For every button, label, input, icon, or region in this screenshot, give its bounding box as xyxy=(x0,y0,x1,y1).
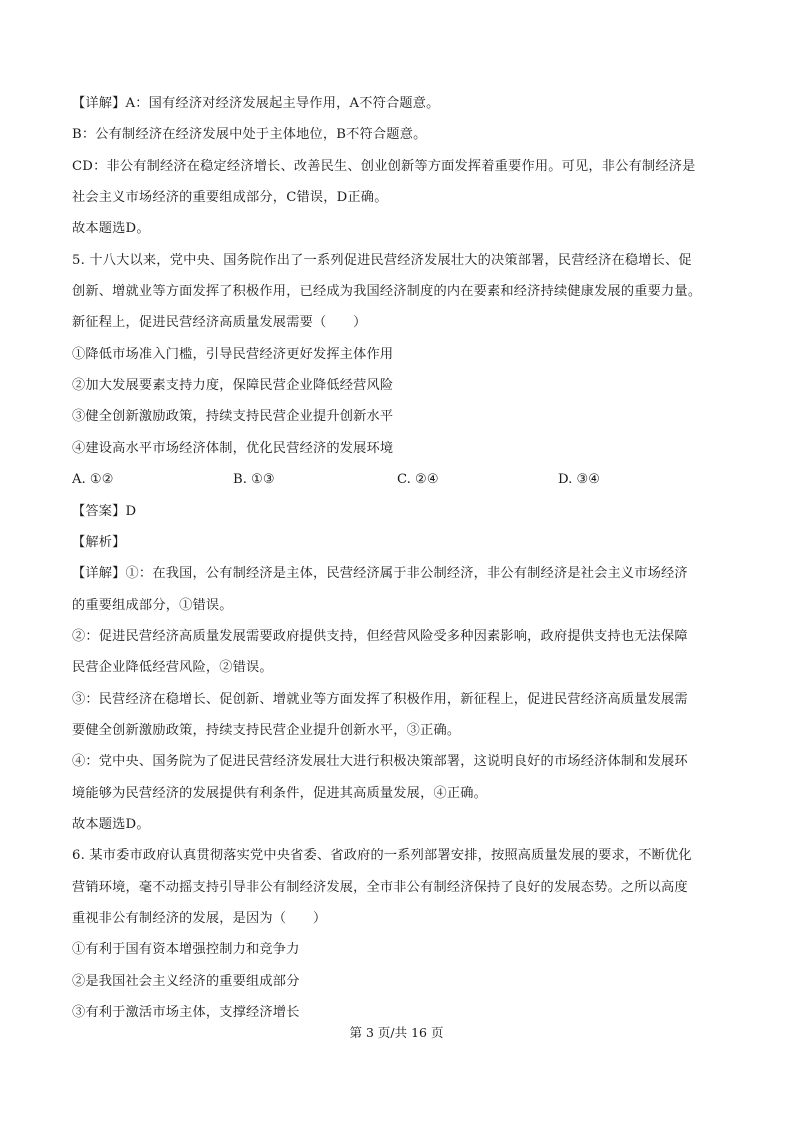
statement-1: ①有利于国有资本增强控制力和竞争力 xyxy=(72,942,300,957)
statement-2: ②是我国社会主义经济的重要组成部分 xyxy=(72,974,300,989)
statement-4: ④建设高水平市场经济体制，优化民营经济的发展环境 xyxy=(72,441,394,456)
page-number-footer: 第 3 页/共 16 页 xyxy=(349,1025,444,1040)
option-d: D. ③④ xyxy=(558,472,601,487)
question-6-stem: 重视非公有制经济的发展，是因为（ ） xyxy=(72,911,327,926)
text-line: 的重要组成部分，①错误。 xyxy=(72,598,233,613)
option-a: A. ①② xyxy=(72,472,114,487)
statement-3: ③健全创新激励政策，持续支持民营企业提升创新水平 xyxy=(72,409,394,424)
option-c: C. ②④ xyxy=(397,472,439,487)
text-line: 要健全创新激励政策，持续支持民营企业提升创新水平，③正确。 xyxy=(72,723,461,738)
text-line: 【详解】①：在我国，公有制经济是主体，民营经济属于非公制经济，非公有制经济是社会主义市场经济 xyxy=(72,566,688,581)
text-line: 故本题选D。 xyxy=(72,221,150,236)
text-line: 社会主义市场经济的重要组成部分，C错误，D正确。 xyxy=(72,190,388,205)
text-line: ②：促进民营经济高质量发展需要政府提供支持，但经营风险受多种因素影响，政府提供支持也无法保障 xyxy=(72,629,688,644)
answer-label: 【答案】D xyxy=(72,504,137,519)
question-6-stem: 营销环境，毫不动摇支持引导非公有制经济发展，全市非公有制经济保持了良好的发展态势。之所以高度 xyxy=(72,880,688,895)
text-line: B：公有制经济在经济发展中处于主体地位，B不符合题意。 xyxy=(72,127,427,142)
statement-3: ③有利于激活市场主体，支撑经济增长 xyxy=(72,1005,300,1020)
question-5-stem: 创新、增就业等方面发挥了积极作用，已经成为我国经济制度的内在要素和经济持续健康发展的重要力量。 xyxy=(72,284,702,299)
text-line: 民营企业降低经营风险，②错误。 xyxy=(72,660,273,675)
option-b: B. ①③ xyxy=(233,472,275,487)
text-line: CD：非公有制经济在稳定经济增长、改善民生、创业创新等方面发挥着重要作用。可见，非公有制经济是 xyxy=(72,159,696,174)
statement-2: ②加大发展要素支持力度，保障民营企业降低经营风险 xyxy=(72,378,394,393)
text-line: 【详解】A：国有经济对经济发展起主导作用，A不符合题意。 xyxy=(72,96,440,111)
question-5-stem: 新征程上，促进民营经济高质量发展需要（ ） xyxy=(72,315,367,330)
question-5-stem: 5. 十八大以来，党中央、国务院作出了一系列促进民营经济发展壮大的决策部署，民营经济在稳增长、促 xyxy=(72,253,692,268)
statement-1: ①降低市场准入门槛，引导民营经济更好发挥主体作用 xyxy=(72,347,394,362)
question-6-stem: 6. 某市委市政府认真贯彻落实党中央省委、省政府的一系列部署安排，按照高质量发展的要求，不断优化 xyxy=(72,848,692,863)
text-line: ③：民营经济在稳增长、促创新、增就业等方面发挥了积极作用，新征程上，促进民营经济高质量发展需 xyxy=(72,692,688,707)
text-line: 境能够为民营经济的发展提供有利条件，促进其高质量发展，④正确。 xyxy=(72,786,488,801)
analysis-label: 【解析】 xyxy=(72,535,126,550)
text-line: 故本题选D。 xyxy=(72,817,150,832)
text-line: ④：党中央、国务院为了促进民营经济发展壮大进行积极决策部署，这说明良好的市场经济体制和发展环 xyxy=(72,754,688,769)
